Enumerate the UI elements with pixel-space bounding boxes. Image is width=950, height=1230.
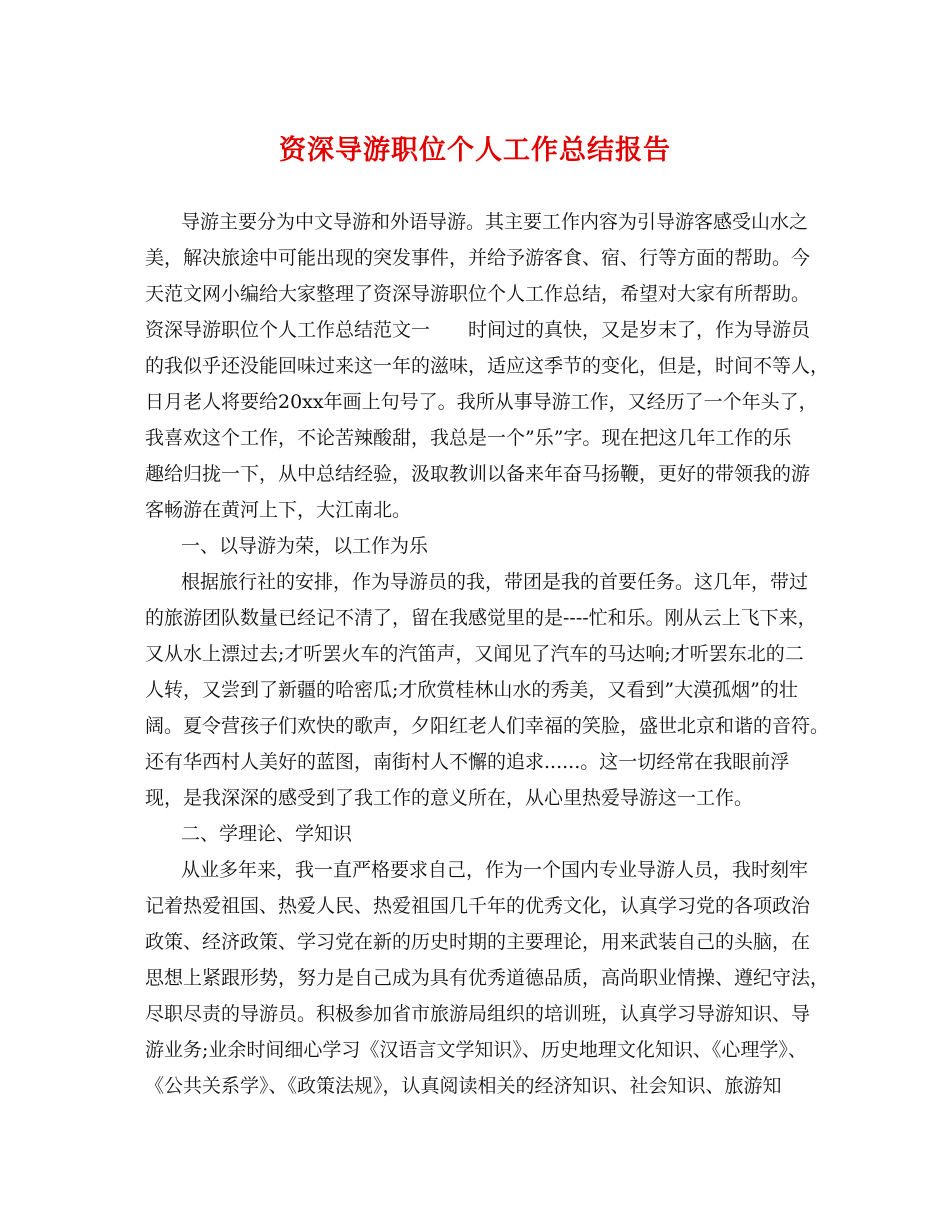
- text-line: 人转，又尝到了新疆的哈密瓜;才欣赏桂林山水的秀美，又看到”大漠孤烟”的壮: [145, 679, 798, 701]
- text-line: 的旅游团队数量已经记不清了，留在我感觉里的是----忙和乐。刚从云上飞下来，: [145, 607, 817, 629]
- text-line: 根据旅行社的安排，作为导游员的我，带团是我的首要任务。这几年，带过: [181, 571, 809, 593]
- text-line: 从业多年来，我一直严格要求自己，作为一个国内专业导游人员，我时刻牢: [181, 859, 809, 881]
- text-line: 趣给归拢一下，从中总结经验，汲取教训以备来年奋马扬鞭，更好的带领我的游: [145, 463, 811, 485]
- text-line: 《公共关系学》、《政策法规》，认真阅读相关的经济知识、社会知识、旅游知: [145, 1075, 782, 1097]
- text-line: 阔。夏令营孩子们欢快的歌声，夕阳红老人们幸福的笑脸，盛世北京和谐的音符。: [145, 715, 830, 737]
- document-title: 资深导游职位个人工作总结报告: [279, 135, 671, 166]
- text-line: 政策、经济政策、学习党在新的历史时期的主要理论，用来武装自己的头脑，在: [145, 931, 811, 953]
- text-line: 日月老人将要给20xx年画上句号了。我所从事导游工作，又经历了一个年头了，: [145, 391, 818, 413]
- text-line: 还有华西村人美好的蓝图，南街村人不懈的追求......。这一切经常在我眼前浮: [145, 751, 790, 773]
- text-line: 天范文网小编给大家整理了资深导游职位个人工作总结，希望对大家有所帮助。: [145, 283, 811, 305]
- section-heading: 二、学理论、学知识: [181, 823, 353, 845]
- text-line: 记着热爱祖国、热爱人民、热爱祖国几千年的优秀文化，认真学习党的各项政治: [145, 895, 811, 917]
- text-line: 游业务;业余时间细心学习《汉语言文学知识》、历史地理文化知识、《心理学》、: [145, 1039, 807, 1061]
- text-line: 的我似乎还没能回味过来这一年的滋味，适应这季节的变化，但是，时间不等人，: [145, 355, 830, 377]
- text-line: 资深导游职位个人工作总结范文一 时间过的真快，又是岁末了，作为导游员: [145, 319, 811, 341]
- text-line: 思想上紧跟形势，努力是自己成为具有优秀道德品质，高尚职业情操、遵纪守法，: [145, 967, 830, 989]
- text-line: 现，是我深深的感受到了我工作的意义所在，从心里热爱导游这一工作。: [145, 787, 754, 809]
- text-line: 客畅游在黄河上下，大江南北。: [145, 499, 412, 521]
- section-heading: 一、以导游为荣，以工作为乐: [181, 535, 429, 557]
- text-line: 我喜欢这个工作，不论苦辣酸甜，我总是一个”乐”字。现在把这几年工作的乐: [145, 427, 792, 449]
- text-line: 又从水上漂过去;才听罢火车的汽笛声，又闻见了汽车的马达响;才听罢东北的二: [145, 643, 804, 665]
- text-line: 导游主要分为中文导游和外语导游。其主要工作内容为引导游客感受山水之: [181, 211, 809, 233]
- text-line: 尽职尽责的导游员。积极参加省市旅游局组织的培训班，认真学习导游知识、导: [145, 1003, 811, 1025]
- text-line: 美，解决旅途中可能出现的突发事件，并给予游客食、宿、行等方面的帮助。今: [145, 247, 811, 269]
